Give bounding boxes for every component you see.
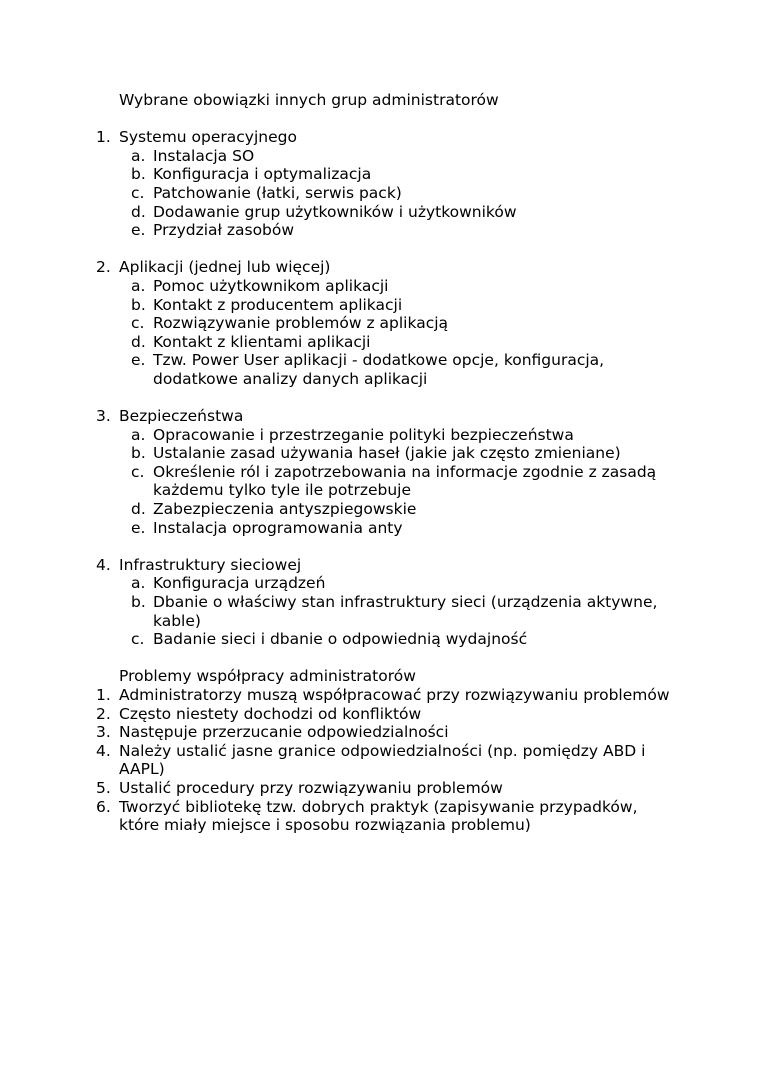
list-item-text: Przydział zasobów: [153, 221, 295, 240]
group-aplikacji: [0, 258, 679, 277]
spacer: [0, 537, 760, 556]
list-item: [0, 630, 673, 649]
list-marker: 2.: [96, 258, 111, 277]
list-item: [0, 203, 673, 222]
sub-list: [0, 147, 760, 240]
group-title: Systemu operacyjnego: [119, 128, 297, 147]
list-item-text: Określenie ról i zapotrzebowania na informacje zgodnie z zasadą każdemu tylko tyle ile potrzebuje: [153, 462, 657, 500]
list-marker: a.: [131, 146, 146, 165]
list-marker: e.: [131, 221, 146, 240]
list-item-text: Dodawanie grup użytkowników i użytkowników: [153, 202, 517, 221]
list-item: [0, 519, 673, 538]
list-item-text: Patchowanie (łatki, serwis pack): [153, 183, 402, 202]
sub-list: [0, 574, 760, 648]
list-item: [0, 296, 673, 315]
list-item-text: Ustalić procedury przy rozwiązywaniu problemów: [119, 778, 503, 797]
list-item: [0, 333, 673, 352]
list-item-text: Konfiguracja i optymalizacja: [153, 165, 372, 184]
list-marker: b.: [131, 295, 146, 314]
list-marker: 4.: [96, 555, 111, 574]
list-marker: b.: [131, 444, 146, 463]
group-title: Aplikacji (jednej lub więcej): [119, 258, 331, 277]
list-marker: 2.: [96, 704, 111, 723]
list-marker: b.: [131, 593, 146, 612]
list-marker: d.: [131, 500, 146, 519]
section2-heading: Problemy współpracy administratorów: [119, 667, 416, 686]
list-item-text: Badanie sieci i dbanie o odpowiednią wydajność: [153, 630, 528, 649]
list-item-text: Instalacja oprogramowania anty: [153, 518, 403, 537]
list-item-text: Kontakt z klientami aplikacji: [153, 332, 371, 351]
list-item-text: Często niestety dochodzi od konfliktów: [119, 704, 422, 723]
list-marker: c.: [131, 630, 145, 649]
section1-heading: Wybrane obowiązki innych grup administratorów: [119, 91, 499, 109]
list-marker: b.: [131, 165, 146, 184]
group-title: Infrastruktury sieciowej: [119, 555, 302, 574]
list-item-text: Zabezpieczenia antyszpiegowskie: [153, 500, 417, 519]
list-item: [0, 184, 673, 203]
list-item: [0, 500, 673, 519]
list-marker: a.: [131, 425, 146, 444]
list-item-text: Ustalanie zasad używania haseł (jakie jak często zmieniane): [153, 444, 621, 463]
list-marker: 1.: [96, 686, 111, 704]
list-item-text: Pomoc użytkownikom aplikacji: [153, 276, 389, 295]
list-item: [0, 277, 673, 296]
sub-list: [0, 277, 760, 389]
list-item-text: Tzw. Power User aplikacji - dodatkowe opcje, konfiguracja, dodatkowe analizy danych aplikacji: [153, 351, 605, 388]
list-item: [0, 165, 673, 184]
list-item-text: Instalacja SO: [153, 146, 255, 165]
list-item: [0, 723, 679, 742]
spacer: [0, 649, 760, 668]
group-systemu-operacyjnego: [0, 128, 679, 147]
list-item: [0, 574, 673, 593]
group-title: Bezpieczeństwa: [119, 407, 244, 426]
list-item: [0, 705, 679, 724]
list-item-text: Dbanie o właściwy stan infrastruktury sieci (urządzenia aktywne, kable): [153, 593, 658, 630]
spacer: [0, 389, 760, 408]
list-marker: c.: [131, 183, 145, 202]
list-marker: e.: [131, 518, 146, 537]
list-item-text: Opracowanie i przestrzeganie polityki bezpieczeństwa: [153, 425, 574, 444]
document-page: [0, 91, 760, 835]
list-item: [0, 779, 679, 798]
list-item: [0, 147, 673, 166]
spacer: [0, 240, 760, 259]
sub-list: [0, 426, 760, 538]
list-marker: 4.: [96, 741, 111, 760]
list-marker: a.: [131, 574, 146, 593]
list-marker: 1.: [96, 128, 111, 147]
list-item: [0, 444, 673, 463]
list-marker: c.: [131, 314, 145, 333]
list-item: [0, 426, 673, 445]
list-item: [0, 593, 673, 630]
list-item-text: Następuje przerzucanie odpowiedzialności: [119, 723, 449, 742]
list-marker: 3.: [96, 407, 111, 426]
list-item-text: Rozwiązywanie problemów z aplikacją: [153, 314, 449, 333]
list-item: [0, 351, 673, 388]
list-item: [0, 314, 673, 333]
list-item: [0, 742, 679, 779]
list-marker: a.: [131, 276, 146, 295]
list-marker: 5.: [96, 778, 111, 797]
list-marker: c.: [131, 462, 145, 481]
list-item-text: Konfiguracja urządzeń: [153, 574, 326, 593]
list-marker: d.: [131, 202, 146, 221]
list-item: [0, 686, 679, 705]
list-item: [0, 463, 673, 500]
list-item-text: Administratorzy muszą współpracować przy rozwiązywaniu problemów: [119, 686, 670, 704]
list-item-text: Tworzyć bibliotekę tzw. dobrych praktyk (zapisywanie przypadków, które miały miejsce i sposobu rozwiązania problemu): [119, 797, 638, 835]
list-marker: e.: [131, 351, 146, 370]
list-marker: 6.: [96, 797, 111, 816]
list-item-text: Należy ustalić jasne granice odpowiedzialności (np. pomiędzy ABD i AAPL): [119, 741, 646, 779]
list-item-text: Kontakt z producentem aplikacji: [153, 295, 403, 314]
list-marker: d.: [131, 332, 146, 351]
list-item: [0, 798, 679, 835]
spacer: [0, 110, 760, 129]
list-marker: 3.: [96, 723, 111, 742]
group-infrastruktury-sieciowej: [0, 556, 679, 575]
group-bezpieczenstwa: [0, 407, 679, 426]
list-item: [0, 221, 673, 240]
